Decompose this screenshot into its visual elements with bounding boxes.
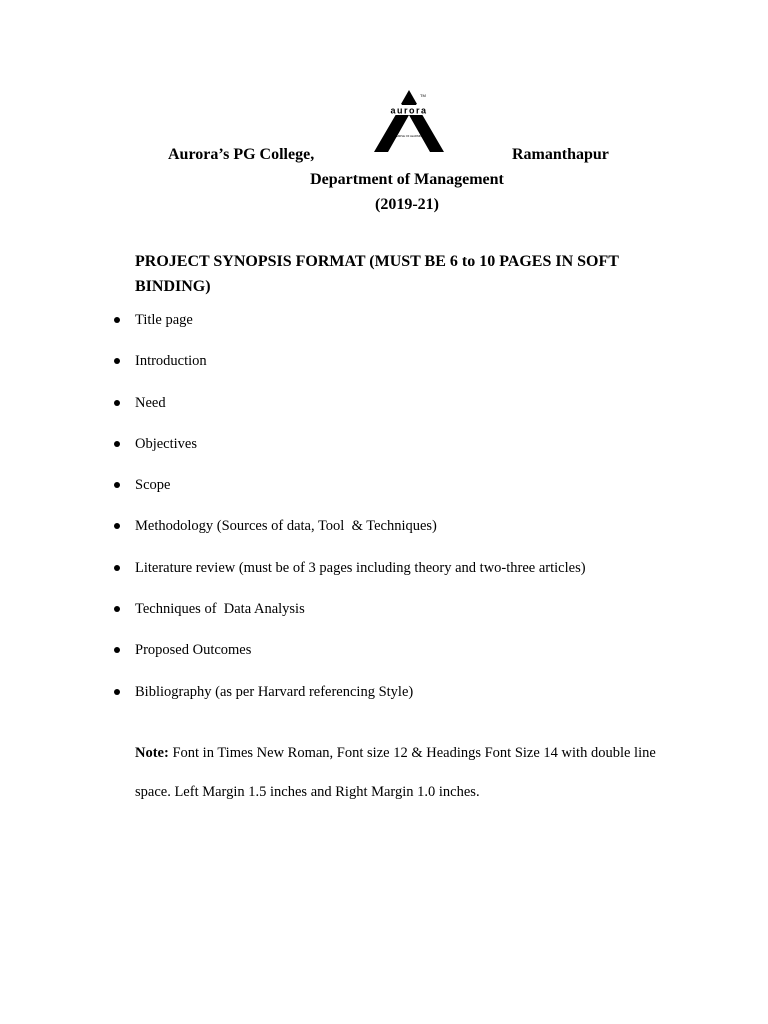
bullet-icon	[114, 689, 120, 695]
formatting-note	[135, 734, 695, 812]
college-name: Aurora’s PG College,	[168, 146, 315, 163]
bullet-icon	[114, 606, 120, 612]
bullet-icon	[114, 441, 120, 447]
list-item	[0, 558, 768, 599]
bullet-icon	[114, 317, 120, 323]
list-item-text: Proposed Outcomes	[135, 642, 252, 659]
list-item-text: Literature review (must be of 3 pages including theory and two-three articles)	[135, 559, 586, 576]
list-item	[0, 640, 768, 681]
list-item	[0, 599, 768, 640]
college-place: Ramanthapur	[512, 146, 609, 163]
note-label: Note:	[135, 745, 169, 761]
synopsis-contents-list	[0, 310, 768, 723]
bullet-icon	[114, 523, 120, 529]
aurora-logo	[372, 88, 446, 154]
logo-tagline: TEMPLE OF LEARNING	[394, 135, 424, 138]
list-item	[0, 682, 768, 723]
list-item	[0, 310, 768, 351]
department-title: Department of Management	[310, 171, 504, 188]
list-item	[0, 475, 768, 516]
list-item-text: Techniques of Data Analysis	[135, 601, 305, 618]
aurora-logo-icon	[372, 88, 446, 154]
list-item-text: Title page	[135, 312, 193, 328]
note-text: Font in Times New Roman, Font size 12 & Headings Font Size 14 with double line space. Left Margin 1.5 inches and Right Margin 1.0 inches.	[135, 745, 656, 800]
bullet-icon	[114, 647, 120, 653]
list-item	[0, 516, 768, 557]
list-item-text: Objectives	[135, 435, 198, 452]
list-item	[0, 393, 768, 434]
bullet-icon	[114, 400, 120, 406]
list-item-text: Need	[135, 394, 166, 411]
list-item	[0, 434, 768, 475]
bullet-icon	[114, 358, 120, 364]
list-item-text: Introduction	[135, 353, 207, 370]
section-heading: PROJECT SYNOPSIS FORMAT (MUST BE 6 to 10 PAGES IN SOFT BINDING)	[135, 253, 619, 295]
academic-year: (2019-21)	[375, 196, 439, 213]
bullet-icon	[114, 565, 120, 571]
list-item-text: Bibliography (as per Harvard referencing Style)	[135, 683, 414, 700]
svg-text:TM: TM	[420, 93, 426, 98]
list-item-text: Scope	[135, 477, 171, 494]
list-item-text: Methodology (Sources of data, Tool & Techniques)	[135, 518, 437, 535]
logo-wordmark: aurora	[390, 105, 428, 116]
bullet-icon	[114, 482, 120, 488]
list-item	[0, 351, 768, 392]
